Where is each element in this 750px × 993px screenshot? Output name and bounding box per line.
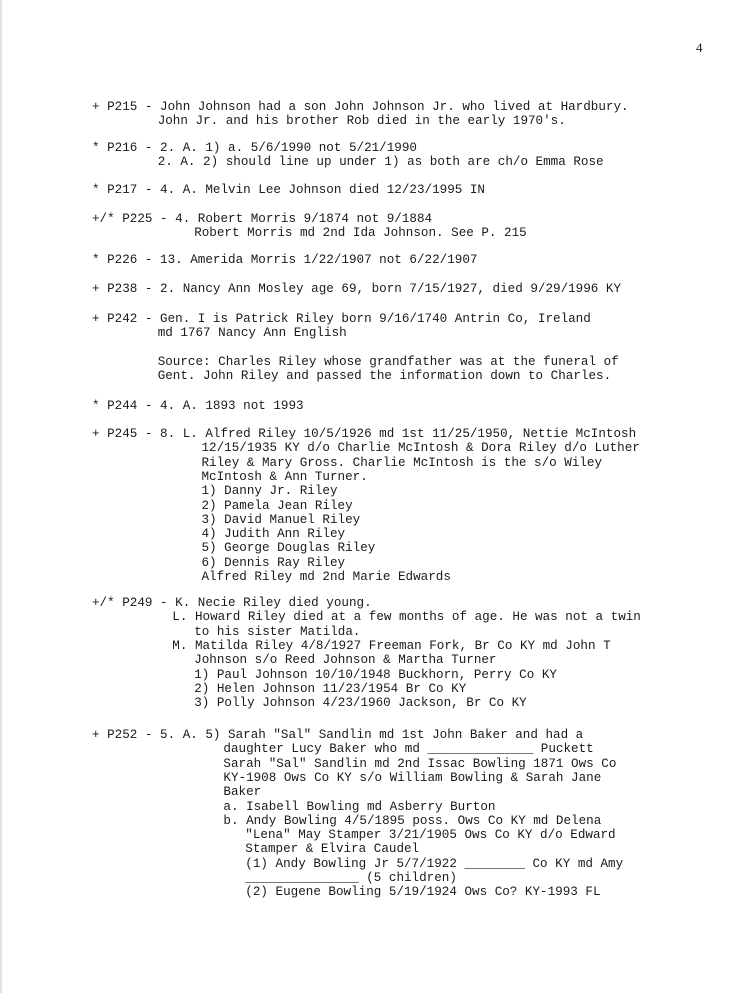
entry-line: Stamper & Elvira Caudel (245, 842, 420, 857)
entry-line: Johnson s/o Reed Johnson & Martha Turner (194, 653, 497, 668)
entry-line: + P238 - 2. Nancy Ann Mosley age 69, born 7/15/1927, died 9/29/1996 KY (92, 282, 622, 296)
entry-line: (2) Eugene Bowling 5/19/1924 Ows Co? KY-1993 FL (245, 885, 601, 900)
entry-line: +/* P225 - 4. Robert Morris 9/1874 not 9/1884 (92, 212, 433, 226)
entry-line: Source: Charles Riley whose grandfather was at the funeral of (157, 354, 619, 369)
entry-line: + P215 - John Johnson had a son John Johnson Jr. who lived at Hardbury. (92, 100, 629, 114)
entry-line: 12/15/1935 KY d/o Charlie McIntosh & Dora Riley d/o Luther (201, 441, 640, 456)
page-number: 4 (696, 40, 703, 55)
entry-line: * P244 - 4. A. 1893 not 1993 (92, 399, 304, 413)
entry-line: Alfred Riley md 2nd Marie Edwards (201, 570, 451, 584)
entry-line: to his sister Matilda. (194, 624, 361, 639)
entry-line: John Jr. and his brother Rob died in the early 1970's. (157, 114, 566, 129)
entry-line: 1) Paul Johnson 10/10/1948 Buckhorn, Perry Co KY (194, 667, 557, 682)
entry-line: + P245 - 8. L. Alfred Riley 10/5/1926 md 1st 11/25/1950, Nettie McIntosh (92, 427, 637, 441)
entry-line: +/* P249 - K. Necie Riley died young. (92, 596, 372, 610)
entry-line: 5) George Douglas Riley (201, 541, 376, 556)
entry-line: 2. A. 2) should line up under 1) as both are ch/o Emma Rose (157, 155, 604, 170)
entry-line: + P252 - 5. A. 5) Sarah "Sal" Sandlin md 1st John Baker and had a (92, 728, 584, 742)
entry-line: * P216 - 2. A. 1) a. 5/6/1990 not 5/21/1990 (92, 141, 417, 155)
entry-line: * P226 - 13. Amerida Morris 1/22/1907 not 6/22/1907 (92, 253, 478, 267)
entry-line: Robert Morris md 2nd Ida Johnson. See P. 215 (194, 226, 527, 241)
entry-line: * P217 - 4. A. Melvin Lee Johnson died 12/23/1995 IN (92, 183, 485, 197)
entry-line: 2) Pamela Jean Riley (201, 498, 353, 513)
entry-line: L. Howard Riley died at a few months of age. He was not a twin (172, 610, 641, 625)
entry-line: _______________ (5 children) (245, 871, 457, 885)
entry-line: Gent. John Riley and passed the information down to Charles. (157, 369, 612, 384)
entry-line: 3) David Manuel Riley (201, 512, 361, 527)
entry-line: Riley & Mary Gross. Charlie McIntosh is the s/o Wiley (201, 455, 603, 470)
entry-line: KY-1908 Ows Co KY s/o William Bowling & Sarah Jane (223, 770, 602, 785)
scan-edge-shadow (0, 0, 3, 993)
entry-line: daughter Lucy Baker who md ______________ Puckett (223, 742, 594, 757)
entry-line: (1) Andy Bowling Jr 5/7/1922 ________ Co KY md Amy (245, 856, 624, 871)
entry-line: 1) Danny Jr. Riley (201, 484, 338, 499)
entry-line: b. Andy Bowling 4/5/1895 poss. Ows Co KY md Delena (223, 813, 602, 828)
entry-line: Baker (223, 785, 262, 800)
entry-line: 3) Polly Johnson 4/23/1960 Jackson, Br Co KY (194, 696, 527, 711)
entry-line: 2) Helen Johnson 11/23/1954 Br Co KY (194, 681, 467, 696)
entry-line: 4) Judith Ann Riley (201, 527, 346, 542)
entry-line: md 1767 Nancy Ann English (157, 326, 347, 341)
entry-line: + P242 - Gen. I is Patrick Riley born 9/16/1740 Antrin Co, Ireland (92, 312, 591, 326)
entry-line: M. Matilda Riley 4/8/1927 Freeman Fork, Br Co KY md John T (172, 638, 611, 653)
entry-line: "Lena" May Stamper 3/21/1905 Ows Co KY d/o Edward (245, 828, 616, 843)
entry-line: a. Isabell Bowling md Asberry Burton (223, 799, 496, 814)
entry-line: McIntosh & Ann Turner. (201, 469, 368, 484)
entry-line: Sarah "Sal" Sandlin md 2nd Issac Bowling 1871 Ows Co (223, 756, 617, 771)
entry-line: 6) Dennis Ray Riley (201, 555, 346, 570)
